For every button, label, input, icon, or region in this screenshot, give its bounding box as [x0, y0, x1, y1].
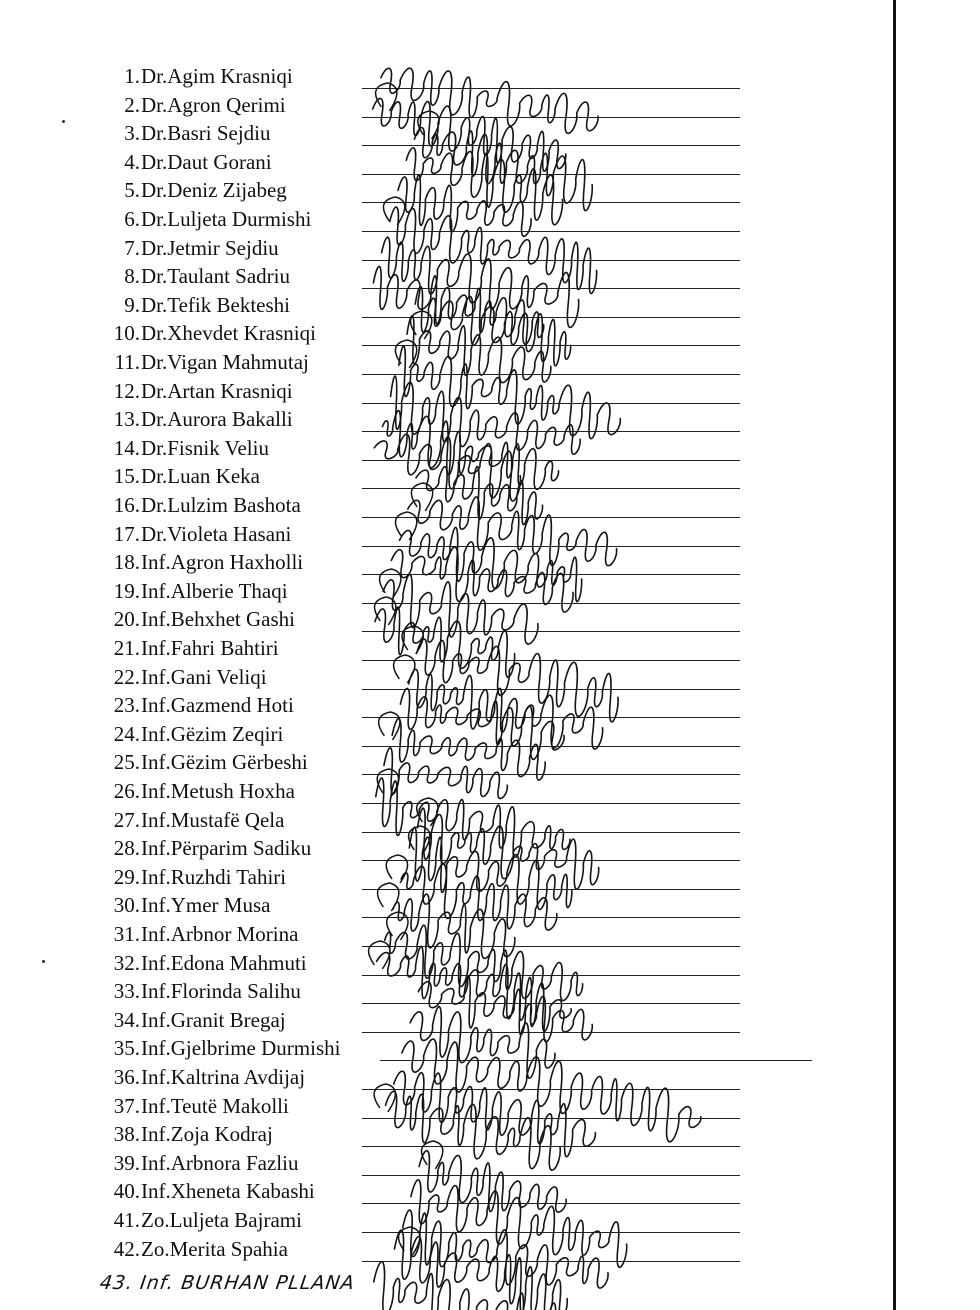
entry-name: Dr.Agron Qerimi: [141, 92, 286, 117]
list-item: [0, 234, 893, 262]
entry-name: Dr.Luljeta Durmishi: [141, 207, 312, 231]
entry-name: Inf.Gëzim Zeqiri: [141, 721, 284, 746]
entry-number: 23.: [113, 693, 140, 718]
entry-number: 20.: [113, 607, 140, 632]
signature-line: [362, 975, 740, 976]
entry-name: Inf.Zoja Kodraj: [141, 1122, 273, 1147]
entry-name: Inf.Fahri Bahtiri: [141, 636, 279, 660]
entry-number: 1.: [124, 64, 140, 88]
entry-number: 35.: [113, 1036, 140, 1061]
list-item: [0, 205, 893, 233]
list-item: [0, 291, 893, 319]
list-item: [0, 748, 893, 776]
list-item: [0, 1034, 893, 1062]
entry-name: Dr.Daut Gorani: [141, 149, 272, 174]
entry-name: Dr.Aurora Bakalli: [141, 407, 293, 432]
signature-line: [362, 317, 740, 318]
entry-number: 27.: [113, 807, 140, 832]
signature-line: [362, 889, 740, 890]
signature-line: [362, 431, 740, 432]
list-item: [0, 1235, 893, 1263]
signature-line: [362, 746, 740, 747]
entry-number: 7.: [124, 235, 140, 260]
signature-line: [362, 946, 740, 947]
entry-number: 21.: [113, 636, 140, 660]
entry-number: 31.: [113, 922, 140, 946]
list-item: [0, 777, 893, 805]
signature-line: [362, 689, 740, 690]
entry-number: 13.: [113, 407, 140, 432]
signature-line: [362, 1089, 740, 1090]
scan-speck: [62, 120, 65, 123]
signature-line: [362, 1261, 740, 1262]
list-item: [0, 577, 893, 605]
list-item: [0, 1149, 893, 1177]
list-item: [0, 148, 893, 176]
list-item: [0, 1063, 893, 1091]
entry-number: 30.: [113, 893, 140, 918]
scan-speck: [42, 960, 45, 963]
entry-name: Dr.Deniz Zijabeg: [141, 178, 287, 203]
list-item: [0, 176, 893, 204]
entry-number: 8.: [124, 264, 140, 289]
signature-line: [362, 574, 740, 575]
entry-number: 16.: [113, 493, 140, 517]
entry-number: 9.: [124, 292, 140, 317]
signature-line: [362, 860, 740, 861]
entry-number: 36.: [113, 1065, 140, 1089]
entry-number: 15.: [113, 464, 140, 489]
entry-name: Inf.Arbnor Morina: [141, 922, 299, 946]
signature-line: [362, 546, 740, 547]
list-item: [0, 1120, 893, 1148]
list-item: [0, 548, 893, 576]
list-item: [0, 977, 893, 1005]
entry-name: Dr.Artan Krasniqi: [141, 378, 293, 403]
signature-line: [362, 88, 740, 89]
entry-name: Inf.Ruzhdi Tahiri: [141, 864, 287, 889]
entry-name: Inf.Agron Haxholli: [141, 550, 304, 575]
entry-name: Dr.Agim Krasniqi: [141, 64, 293, 88]
list-item: [0, 491, 893, 519]
signature-line: [362, 660, 740, 661]
entry-name: Dr.Fisnik Veliu: [141, 435, 269, 460]
entry-name: Inf.Kaltrina Avdijaj: [141, 1065, 306, 1089]
entry-number: 18.: [113, 550, 140, 575]
list-item: [0, 834, 893, 862]
list-item: [0, 1177, 893, 1205]
list-item: [0, 691, 893, 719]
list-item: [0, 91, 893, 119]
handwritten-name: 43. Inf. BURHAN PLLANA: [98, 1272, 357, 1295]
signature-line: [362, 174, 740, 175]
entry-number: 34.: [113, 1007, 140, 1032]
signature-line: [362, 1203, 740, 1204]
list-item: [0, 634, 893, 662]
signature-line: [362, 260, 740, 261]
entry-name: Inf.Teutë Makolli: [141, 1093, 289, 1118]
entry-number: 29.: [113, 864, 140, 889]
list-item: [0, 262, 893, 290]
entry-number: 38.: [113, 1122, 140, 1147]
list-item: [0, 806, 893, 834]
list-item: [0, 119, 893, 147]
entry-number: 4.: [124, 149, 140, 174]
signature-line: [362, 1118, 740, 1119]
entry-name: Inf.Granit Bregaj: [141, 1007, 286, 1032]
entry-name: Inf.Metush Hoxha: [141, 779, 295, 803]
signature-line: [362, 717, 740, 718]
entry-name: Dr.Vigan Mahmutaj: [141, 350, 309, 374]
signature-line: [362, 917, 740, 918]
entry-name: Inf.Përparim Sadiku: [141, 836, 312, 861]
signature-line: [362, 803, 740, 804]
entry-name: Dr.Xhevdet Krasniqi: [141, 321, 316, 346]
signature-line: [362, 117, 740, 118]
list-item: [0, 348, 893, 376]
entry-name: Inf.Xheneta Kabashi: [141, 1179, 315, 1204]
entry-name: Zo.Merita Spahia: [141, 1236, 288, 1261]
entry-number: 11.: [114, 350, 140, 374]
signature-line: [362, 460, 740, 461]
list-item: [0, 720, 893, 748]
entry-name: Dr.Jetmir Sejdiu: [141, 235, 279, 260]
signature-line: [362, 1003, 740, 1004]
entry-name: Inf.Gjelbrime Durmishi: [141, 1036, 341, 1061]
signature-line: [362, 403, 740, 404]
entry-name: Inf.Florinda Salihu: [141, 979, 301, 1004]
list-item: [0, 1092, 893, 1120]
signature-line: [362, 517, 740, 518]
signature-stroke: [374, 1262, 574, 1310]
entry-number: 40.: [113, 1179, 140, 1204]
entry-number: 37.: [113, 1093, 140, 1118]
entry-name: Inf.Gani Veliqi: [141, 664, 267, 689]
entry-name: Dr.Tefik Bekteshi: [141, 292, 290, 317]
entry-name: Inf.Gazmend Hoti: [141, 693, 294, 718]
entry-number: 3.: [124, 121, 140, 146]
signature-line: [362, 202, 740, 203]
signature-line: [362, 603, 740, 604]
list-item: [0, 663, 893, 691]
entry-name: Inf.Edona Mahmuti: [141, 950, 307, 975]
list-item: [0, 605, 893, 633]
signature-line: [362, 832, 740, 833]
entry-name: Dr.Lulzim Bashota: [141, 493, 301, 517]
list-item: [0, 863, 893, 891]
entry-number: 10.: [113, 321, 140, 346]
list-item: [0, 405, 893, 433]
list-item: [0, 520, 893, 548]
entry-name: Dr.Taulant Sadriu: [141, 264, 290, 289]
signature-line: [362, 1232, 740, 1233]
entry-number: 39.: [113, 1150, 140, 1175]
entry-number: 41.: [113, 1208, 140, 1232]
entry-number: 6.: [124, 207, 140, 231]
entry-number: 28.: [113, 836, 140, 861]
entry-name: Inf.Arbnora Fazliu: [141, 1150, 299, 1175]
entry-number: 2.: [124, 92, 140, 117]
list-item: [0, 920, 893, 948]
handwritten-entry: [0, 1267, 893, 1295]
entry-number: 33.: [113, 979, 140, 1004]
entry-number: 24.: [113, 721, 140, 746]
signature-line: [362, 345, 740, 346]
signature-line: [362, 1032, 740, 1033]
signature-line: [362, 231, 740, 232]
list-item: [0, 319, 893, 347]
entry-name: Inf.Behxhet Gashi: [141, 607, 295, 632]
entry-number: 22.: [113, 664, 140, 689]
signature-line: [380, 1060, 812, 1061]
signature-line: [362, 631, 740, 632]
entry-name: Dr.Violeta Hasani: [141, 521, 292, 546]
entry-name: Inf.Ymer Musa: [141, 893, 271, 918]
entry-name: Dr.Luan Keka: [141, 464, 260, 489]
entry-name: Dr.Basri Sejdiu: [141, 121, 271, 146]
entry-number: 12.: [113, 378, 140, 403]
entry-number: 17.: [113, 521, 140, 546]
entry-number: 19.: [113, 578, 140, 603]
list-item: [0, 1006, 893, 1034]
entry-number: 42.: [113, 1236, 140, 1261]
entry-number: 32.: [113, 950, 140, 975]
signature-line: [362, 488, 740, 489]
page-right-border: [893, 0, 896, 1310]
entry-name: Zo.Luljeta Bajrami: [141, 1208, 302, 1232]
list-item: [0, 1206, 893, 1234]
signature-line: [362, 774, 740, 775]
signature-line: [362, 374, 740, 375]
entry-name: Inf.Alberie Thaqi: [141, 578, 288, 603]
list-item: [0, 377, 893, 405]
list-item: [0, 62, 893, 90]
entry-name: Inf.Gëzim Gërbeshi: [141, 750, 308, 775]
list-item: [0, 434, 893, 462]
entry-name: Inf.Mustafë Qela: [141, 807, 285, 832]
signature-line: [362, 1146, 740, 1147]
signature-line: [362, 288, 740, 289]
signature-line: [362, 1175, 740, 1176]
entry-number: 14.: [113, 435, 140, 460]
entry-number: 25.: [113, 750, 140, 775]
list-item: [0, 462, 893, 490]
entry-number: 26.: [113, 779, 140, 803]
entry-number: 5.: [124, 178, 140, 203]
list-item: [0, 949, 893, 977]
list-item: [0, 891, 893, 919]
signature-line: [362, 145, 740, 146]
